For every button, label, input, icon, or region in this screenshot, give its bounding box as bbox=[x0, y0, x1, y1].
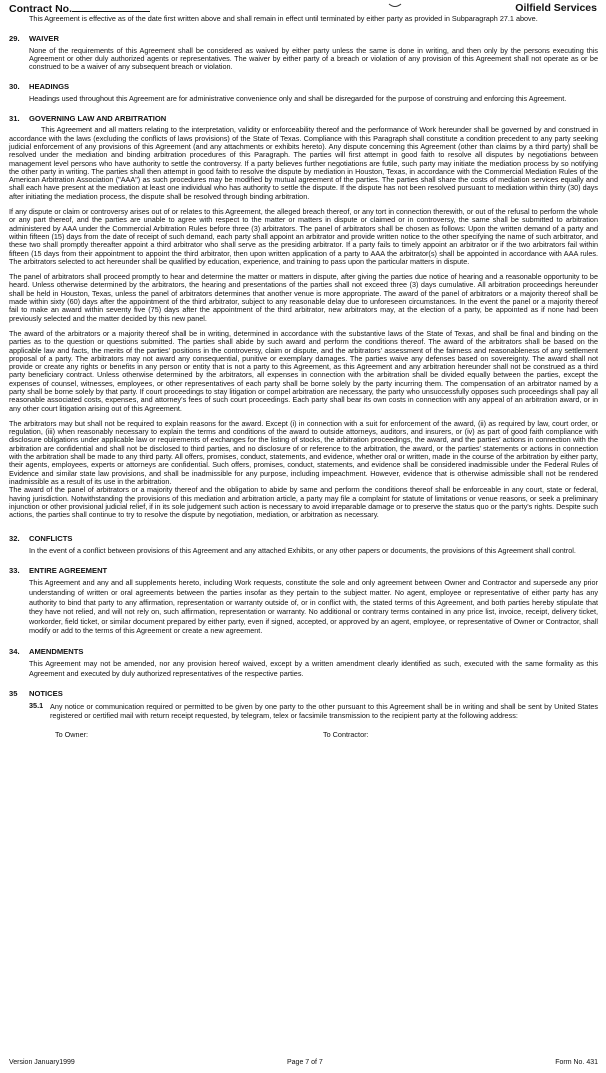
intro-paragraph: This Agreement is effective as of the date first written above and shall remain in effect until terminated by either party as provided in Subparagraph 27.1 above. bbox=[29, 14, 538, 23]
section-text: None of the requirements of this Agreement shall be considered as waived by either party unless the same is done in writing, and then only by the persons executing this Agreement or other duly authorized agents or representatives. The waiver by either party of a breach or violation of any provision of this Agreement shall not operate as or be construed to be a waiver of any subsequent breach or violation. bbox=[29, 45, 598, 72]
section-text: In the event of a conflict between provisions of this Agreement and any attached Exhibits, or any other papers or documents, the provisions of this Agreement shall control. bbox=[29, 545, 576, 555]
section-text: Headings used throughout this Agreement are for administrative convenience only and shall be disregarded for the purpose of construing and enforcing this Agreement. bbox=[29, 93, 567, 103]
paragraph: The award of the panel of arbitrators or a majority thereof and the obligation to abide by same and perform the conditions thereof shall be enforceable in any court, state or federal, having jurisdiction. Notwithstanding the provisions of this mediation and arbitration article, a party may file a complaint for statute of limitations or venue reasons, or seek a preliminary injunction or other provisional judicial relief, if in its sole judgement such action is necessary to avoid irreparable damage or to preserve the status quo or the party's rights. Despite such actions, the parties shall continue to try to resolve the dispute by negotiation, mediation, or arbitration as necessary. bbox=[9, 485, 598, 520]
subsection-number: 35.1 bbox=[29, 700, 44, 710]
section-heading: 31. GOVERNING LAW AND ARBITRATION bbox=[9, 114, 167, 124]
paragraph: The panel of arbitrators shall proceed promptly to hear and determine the matter or matters in dispute, after giving the parties due notice of hearing and a reasonable opportunity to be heard. Unless otherwise determined by the arbitrators, the hearing and presentations of the parties shall not exceed three (3) days cumulative. All arbitration proceedings hereunder shall be held in Houston, Texas, unless the panel of arbitrators determines that another venue is more appropriate. The award of the panel of arbitrators or a majority thereof shall be made within sixty (60) days after the appointment of the third arbitrator, subject to any reasonable delay due to unforeseen circumstances. In the event the panel or a majority thereof fail to make an award within seventy five (75) days after the appointment of the third arbitrator, new arbitrators may, at the election of a party, be appointed as if none had been previously selected and the matter decided by this new panel. bbox=[9, 272, 598, 323]
contract-number-blank bbox=[72, 2, 150, 12]
section-heading: 29. WAIVER bbox=[9, 34, 59, 44]
section-heading: 34. AMENDMENTS bbox=[9, 646, 84, 656]
to-contractor-label: To Contractor: bbox=[323, 729, 369, 739]
paragraph: The award of the arbitrators or a majority thereof shall be in writing, determined in accordance with the substantive laws of the State of Texas, and shall be final and binding on the parties as to the question or questions submitted. The parties shall abide by such award and perform the conditions thereof. The award of the arbitrators shall be based on the applicable law and facts, the merits of the parties' positions in the controversy, claim or dispute, and the arbitrators' assessment of the fairness and reasonableness of any settlement proposal of a party. The arbitrators may not award any consequential, punitive or exemplary damages. The parties waive any defenses based on sovereignty. The award shall not provide or create any rights or benefits in any person or entity that is not a party to this Agreement, as this Agreement and any arbitration hereunder shall not be construed as a third party beneficiary contract. Unless otherwise determined by the arbitrators, all expenses in connection with the arbitration shall be divided equally between the parties, except the expenses of counsel, witnesses, employees, or other representatives of each party shall be borne solely by the party incurring them. The compensation of an arbitrator named by a party shall be borne solely by that party. If court proceedings to stay litigation or compel arbitration are necessary, the party who unsuccessfully opposes such proceedings shall pay all reasonable associated costs, expenses, and attorney's fees of such court proceedings. Each party shall bear its own costs in connection with any appeal of an arbitration award, or in any other court litigation arising out of this Agreement. bbox=[9, 328, 598, 413]
section-notices bbox=[9, 690, 598, 739]
address-block bbox=[55, 731, 598, 739]
section-amendments bbox=[9, 648, 598, 678]
section-entire-agreement bbox=[9, 567, 598, 636]
paragraph: This Agreement and all matters relating to the interpretation, validity or enforceability thereof and the performance of Work hereunder shall be governed by and construed in accordance with the laws (excluding the conflicts of laws provisions) of the State of Texas. Compliance with this Paragraph shall constitute a condition precedent to any party seeking judicial enforcement of any provisions of this Agreement (and any attachments or exhibits hereto). Any dispute concerning this Agreement (other than claims by a third party) shall be resolved under the mediation and binding arbitration procedures of this Paragraph. The parties will first attempt in good faith to resolve all disputes by negotiations between management level persons who have authority to settle the controversy. If a party believes further negotiations are futile, such party may initiate the mediation process by so notifying the other party in writing. The parties shall then attempt in good faith to resolve the dispute by mediation in Houston, Texas, in accordance with the Commercial Mediation Rules of the American Arbitration Association ("AAA") as such procedures may be modified by mutual agreement of the parties. The parties shall share the costs of mediation services equally and shall each have present at the mediation at least one individual who has authority to settle the dispute. If the dispute has not been resolved pursuant to mediation within thirty (30) days after initiating the mediation process, the dispute shall be resolved through binding arbitration. bbox=[9, 125, 598, 201]
section-text: This Agreement may not be amended, nor any provision hereof waived, except by a written amendment clearly identified as such, executed with the same formality as this Agreement and executed by duly authorized representatives of the respective parties. bbox=[29, 659, 598, 678]
section-conflicts bbox=[9, 535, 598, 555]
version-label: Version January1999 bbox=[9, 1059, 75, 1066]
section-heading: 33. ENTIRE AGREEMENT bbox=[9, 566, 108, 576]
to-owner-label: To Owner: bbox=[55, 729, 89, 739]
company-name: Oilfield Services bbox=[515, 2, 597, 14]
handwritten-mark bbox=[388, 3, 402, 9]
section-text: This Agreement and any and all supplements hereto, including Work requests, constitute the sole and only agreement between Owner and Contractor and supersede any prior understanding of written or oral agreements between the parties insofar as they pertain to the subject matter. No agent, employee or representative of either party has any authority to bind that party to any affirmation, representation or warranty outside of, or in conflict with, the stated terms of this Agreement, and both parties hereby stipulate that they have not relied, and will not rely on, such affirmation, representation or warranty. No additional or contrary terms contained in any price list, invoice, receipt, delivery ticket, workorder, field ticket, or similar document prepared by either party, even if signed, accepted, or approved by an agent, employee, or representative of Owner or Contractor, shall modify or add to the terms of this Agreement or create a new agreement. bbox=[29, 578, 598, 636]
section-heading: 32. CONFLICTS bbox=[9, 534, 73, 544]
contract-label: Contract No. bbox=[9, 3, 72, 15]
form-number: Form No. 431 bbox=[555, 1059, 598, 1066]
paragraph: If any dispute or claim or controversy arises out of or relates to this Agreement, the alleged breach thereof, or any tort in connection therewith, or out of the refusal to perform the whole or any part thereof, and the parties are unable to agree with respect to the matter or matters in dispute or claimed or in controversy, the same shall be submitted to arbitration administered by AAA under the Commercial Arbitration Rules before three (3) arbitrators. The panel of arbitrators shall be chosen as follows: Upon the written demand of a party and within fifteen (15) days from the date of receipt of such demand, each party shall appoint an arbitrator and provide written notice to the other specifying the name of such arbitrator, and these two shall promptly thereafter appoint a third arbitrator who shall serve as the presiding arbitrator. If a party fails to timely appoint an arbitrator or if the two arbitrators fail within fifteen (15 days from their appointment to appoint the third arbitrator, then upon written application of a party to AAA the arbitrator(s) shall be appointed in accordance with AAA rules. The arbitrators selected to act hereunder shall be qualified by education, experience, and training to pass upon the particular matters in dispute. bbox=[9, 207, 598, 266]
paragraph: The arbitrators may but shall not be required to explain reasons for the award. Except (i) in connection with a suit for enforcement of the award, (ii) as required by law, court order, or regulation, (iii) when reasonably necessary to explain the terms and conditions of the award to outside attorneys, auditors, and insurers, or (iv) as part of good faith compliance with disclosure obligations under applicable law or requirements of exchanges for the listing of stocks, the arbitration proceedings, the award, and the parties' actions in connection with the arbitration are confidential and shall not be disclosed to third parties, and no disclosure of or reference to the arbitration, the award, or the parties' statements or actions in connection with the arbitration shall be made to any third party. All offers, promises, conduct, statements, and evidence, whether oral or written, made in the course of the arbitration by either party, their agents, employees, experts or attorneys are confidential. Such offers, promises, conduct, statements, and evidence shall be considered inadmissible under the Federal Rules of Evidence and similar state law provisions, and shall be inadmissible for any purpose, including impeachment. However, evidence that is otherwise admissible shall not be rendered inadmissible as a result of its use in the arbitration. bbox=[9, 418, 598, 486]
section-governing-law bbox=[9, 115, 598, 519]
subsection-35-1 bbox=[29, 702, 598, 721]
page-footer bbox=[9, 1059, 598, 1069]
section-headings bbox=[9, 83, 598, 103]
page-number: Page 7 of 7 bbox=[287, 1059, 323, 1066]
section-waiver bbox=[9, 35, 598, 71]
section-heading: 35 NOTICES bbox=[9, 689, 63, 699]
section-heading: 30. HEADINGS bbox=[9, 82, 70, 92]
subsection-text: Any notice or communication required or permitted to be given by one party to the other pursuant to this Agreement shall be in writing and shall be sent by United States registered or certified mail with return receipt requested, by telegram, telex or facsimile transmission to the recipient party at the following address: bbox=[50, 701, 598, 721]
document-body bbox=[9, 15, 598, 739]
